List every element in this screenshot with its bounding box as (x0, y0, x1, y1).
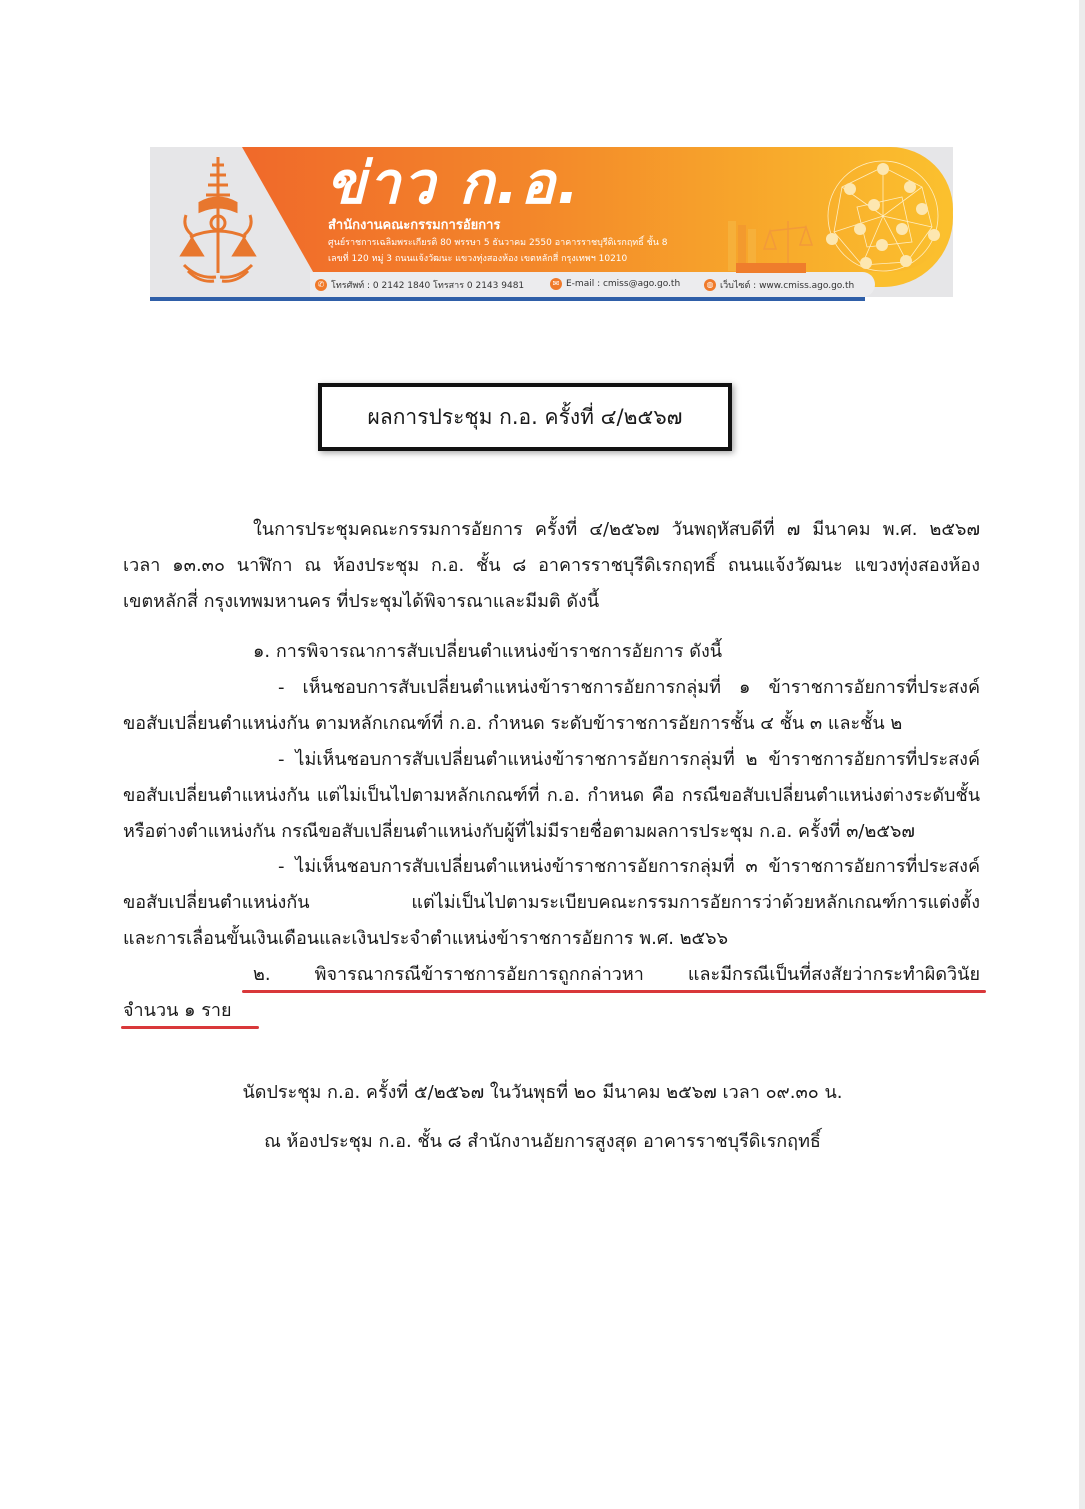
document-title: ผลการประชุม ก.อ. ครั้งที่ ๔/๒๕๖๗ (367, 404, 683, 429)
banner-title: ข่าว ก.อ. (326, 149, 581, 217)
highlight-underline-1 (242, 990, 986, 993)
item1-sub3-line1: - ไม่เห็นชอบการสับเปลี่ยนตำแหน่งข้าราชการอัยการกลุ่มที่ ๓ ข้าราชการอัยการที่ประสงค์ (278, 856, 980, 877)
next-meeting-line1: นัดประชุม ก.อ. ครั้งที่ ๕/๒๕๖๗ ในวันพุธที่ ๒๐ มีนาคม ๒๕๖๗ เวลา ๐๙.๓๐ น. (242, 1082, 843, 1103)
intro-line-3: เขตหลักสี่ กรุงเทพมหานคร ที่ประชุมได้พิจารณาและมีมติ ดังนี้ (123, 591, 600, 612)
email-text[interactable]: E-mail : cmiss@ago.go.th (566, 279, 681, 289)
contact-website[interactable] (704, 278, 854, 292)
books-scale-icon (728, 215, 828, 275)
header-banner (150, 147, 953, 302)
phone-icon: ✆ (315, 279, 327, 291)
item1-sub2-line2: ขอสับเปลี่ยนตำแหน่งกัน แต่ไม่เป็นไปตามหลักเกณฑ์ที่ ก.อ. กำหนด คือ กรณีขอสับเปลี่ยนตำแหน่งต่างระดับชั้น (123, 785, 980, 806)
globe-icon: ◍ (704, 279, 716, 291)
document-title-box (318, 383, 732, 451)
item2-line2: จำนวน ๑ ราย (123, 1000, 232, 1021)
intro-line-2: เวลา ๑๓.๓๐ นาฬิกา ณ ห้องประชุม ก.อ. ชั้น ๘ อาคารราชบุรีดิเรกฤทธิ์ ถนนแจ้งวัฒนะ แขวงทุ่งสองห้อง (123, 555, 980, 576)
highlight-underline-2 (121, 1026, 259, 1029)
email-icon: ✉ (550, 278, 562, 290)
banner-divider (150, 297, 865, 301)
item2-line1: ๒. พิจารณากรณีข้าราชการอัยการถูกกล่าวหา และมีกรณีเป็นที่สงสัยว่ากระทำผิดวินัย (253, 964, 980, 985)
banner-organization: สำนักงานคณะกรรมการอัยการ (328, 218, 501, 233)
contact-email[interactable] (550, 278, 680, 290)
intro-line-1: ในการประชุมคณะกรรมการอัยการ ครั้งที่ ๔/๒๕๖๗ วันพฤหัสบดีที่ ๗ มีนาคม พ.ศ. ๒๕๖๗ (253, 519, 980, 540)
website-text[interactable]: เว็บไซต์ : www.cmiss.ago.go.th (720, 281, 855, 291)
next-meeting-line2: ณ ห้องประชุม ก.อ. ชั้น ๘ สำนักงานอัยการสูงสุด อาคารราชบุรีดิเรกฤทธิ์ (264, 1131, 821, 1152)
item1-heading: ๑. การพิจารณาการสับเปลี่ยนตำแหน่งข้าราชการอัยการ ดังนี้ (253, 641, 723, 662)
item1-sub1-line1: - เห็นชอบการสับเปลี่ยนตำแหน่งข้าราชการอัยการกลุ่มที่ ๑ ข้าราชการอัยการที่ประสงค์ (278, 677, 980, 698)
banner-address-line1: ศูนย์ราชการเฉลิมพระเกียรติ 80 พรรษา 5 ธันวาคม 2550 อาคารราชบุรีดิเรกฤทธิ์ ชั้น 8 (328, 238, 668, 248)
item1-sub2-line3: หรือต่างตำแหน่งกัน กรณีขอสับเปลี่ยนตำแหน่งกับผู้ที่ไม่มีรายชื่อตามผลการประชุม ก.อ. ครั้งที่ ๓/๒๕๖๗ (123, 821, 915, 842)
banner-address-line2: เลขที่ 120 หมู่ 3 ถนนแจ้งวัฒนะ แขวงทุ่งสองห้อง เขตหลักสี่ กรุงเทพฯ 10210 (328, 254, 628, 264)
network-globe-icon (822, 157, 944, 275)
contact-phone (315, 278, 524, 292)
item1-sub3-line2: ขอสับเปลี่ยนตำแหน่งกัน แต่ไม่เป็นไปตามระเบียบคณะกรรมการอัยการว่าด้วยหลักเกณฑ์การแต่งตั้ง (123, 892, 980, 913)
ago-emblem-icon (178, 155, 258, 285)
page-edge-shadow (1079, 0, 1085, 1509)
item1-sub2-line1: - ไม่เห็นชอบการสับเปลี่ยนตำแหน่งข้าราชการอัยการกลุ่มที่ ๒ ข้าราชการอัยการที่ประสงค์ (278, 749, 980, 770)
phone-fax-text: โทรศัพท์ : 0 2142 1840 โทรสาร 0 2143 9481 (331, 281, 525, 291)
item1-sub1-line2: ขอสับเปลี่ยนตำแหน่งกัน ตามหลักเกณฑ์ที่ ก.อ. กำหนด ระดับข้าราชการอัยการชั้น ๔ ชั้น ๓ และชั้น ๒ (123, 713, 903, 734)
item1-sub3-line3: และการเลื่อนขั้นเงินเดือนและเงินประจำตำแหน่งข้าราชการอัยการ พ.ศ. ๒๕๖๖ (123, 928, 729, 949)
